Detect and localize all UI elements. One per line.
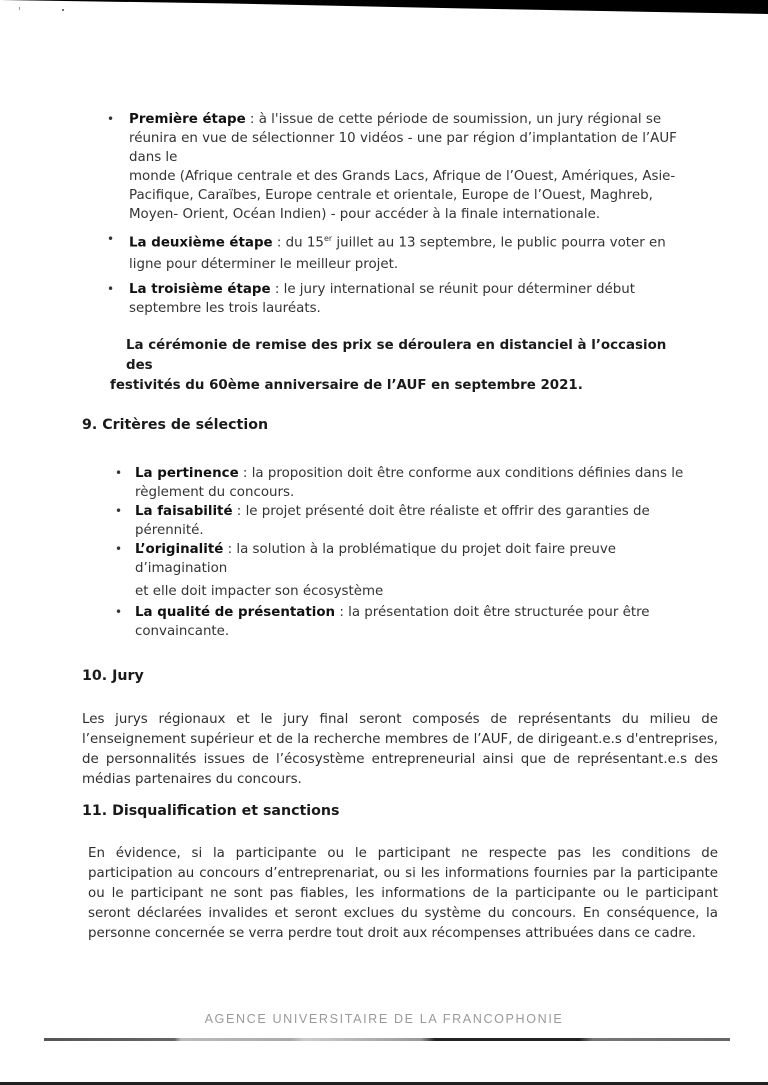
step-item-2: • La deuxième étape : du 15er juillet au 13 septembre, le public pourra voter en ligne pour déterminer le meilleur projet. xyxy=(129,228,699,276)
jury-paragraph: Les jurys régionaux et le jury final seront composés de représentants du milieu de l’enseignement supérieur et de la recherche membres de l’AUF, de dirigeant.e.s d'entreprises, de personnalités issues de l’écosystème entrepreneurial ainsi que de représentant.e.s des médias partenaires du concours. xyxy=(82,712,718,787)
step-label: La troisième étape xyxy=(129,282,271,298)
ceremony-notice: La cérémonie de remise des prix se déroulera en distanciel à l’occasion des festivités du 60ème anniversaire de l’AUF en septembre 2021. xyxy=(110,338,667,393)
bullet-icon: • xyxy=(107,112,115,126)
bullet-icon: • xyxy=(115,542,123,556)
step-continuation: monde (Afrique centrale et des Grands Lacs, Afrique de l’Ouest, Amériques, Asie-Pacifique, Caraïbes, Europe centrale et orientale, Europe de l’Ouest, Maghreb, Moyen- Orient, Océan Indien) - pour accéder à la finale internationale. xyxy=(129,169,676,222)
bullet-icon: • xyxy=(107,232,115,246)
disqualification-paragraph: En évidence, si la participante ou le participant ne respecte pas les conditions de participation au concours d’entreprenariat, ou si les informations fournies par la participante ou le participant ne sont pas fiables, les informations de la participante ou le participant seront déclarées invalides et seront exclues du système du concours. En conséquence, la personne concernée se verra perdre tout droit aux récompenses attribuées dans ce cadre. xyxy=(88,846,718,941)
section-11-title: 11. Disqualification et sanctions xyxy=(82,803,340,819)
criteria-item-1: • La pertinence : la proposition doit être conforme aux conditions définies dans le règlement du concours. xyxy=(115,466,684,500)
step-label: Première étape xyxy=(129,112,246,127)
section-9-title: 9. Critères de sélection xyxy=(82,417,269,433)
bullet-icon: • xyxy=(115,605,123,619)
footer-divider xyxy=(44,1038,730,1041)
step-text: le jury international se réunit pour déterminer début septembre les trois lauréats. xyxy=(129,282,635,317)
step-item-1: • Première étape : à l'issue de cette période de soumission, un jury régional se réunira en vue de sélectionner 10 vidéos - une par région d’implantation de l’AUF dans le monde (Afrique centrale et des Grands Lacs, Afrique de l’Ouest, Amériques, Asie-Pacifique, Caraïbes, Europe centrale et orientale, Europe de l’Ouest, Maghreb, Moyen- Orient, Océan Indien) - pour accéder à la finale internationale. xyxy=(129,110,699,224)
bullet-icon: • xyxy=(115,466,123,480)
step-text: à l'issue de cette période de soumission, un jury régional se réunira en vue de sélectionner 10 vidéos - une par région d’implantation de l’AUF dans le xyxy=(129,112,677,165)
selection-criteria-list xyxy=(115,464,695,641)
step-text: juillet au 13 septembre, le public pourra voter en ligne pour déterminer le meilleur projet. xyxy=(129,235,666,273)
step-label: La deuxième étape xyxy=(129,235,273,251)
footer-organization: AGENCE UNIVERSITAIRE DE LA FRANCOPHONIE xyxy=(204,1012,564,1026)
criteria-item-4: • La qualité de présentation : la présentation doit être structurée pour être convaincante. xyxy=(115,605,650,639)
criteria-item-3: • L’originalité : la solution à la problématique du projet doit faire preuve d’imagination et elle doit impacter son écosystème xyxy=(115,542,617,599)
section-10-title: 10. Jury xyxy=(82,668,144,684)
bullet-icon: • xyxy=(107,282,115,297)
bullet-icon: • xyxy=(115,504,123,518)
step-item-3: • La troisième étape : le jury international se réunit pour déterminer début septembre les trois lauréats. xyxy=(107,282,635,317)
selection-steps-list xyxy=(107,110,699,322)
criteria-item-2: • La faisabilité : le projet présenté doit être réaliste et offrir des garanties de pérennité. xyxy=(115,504,650,538)
